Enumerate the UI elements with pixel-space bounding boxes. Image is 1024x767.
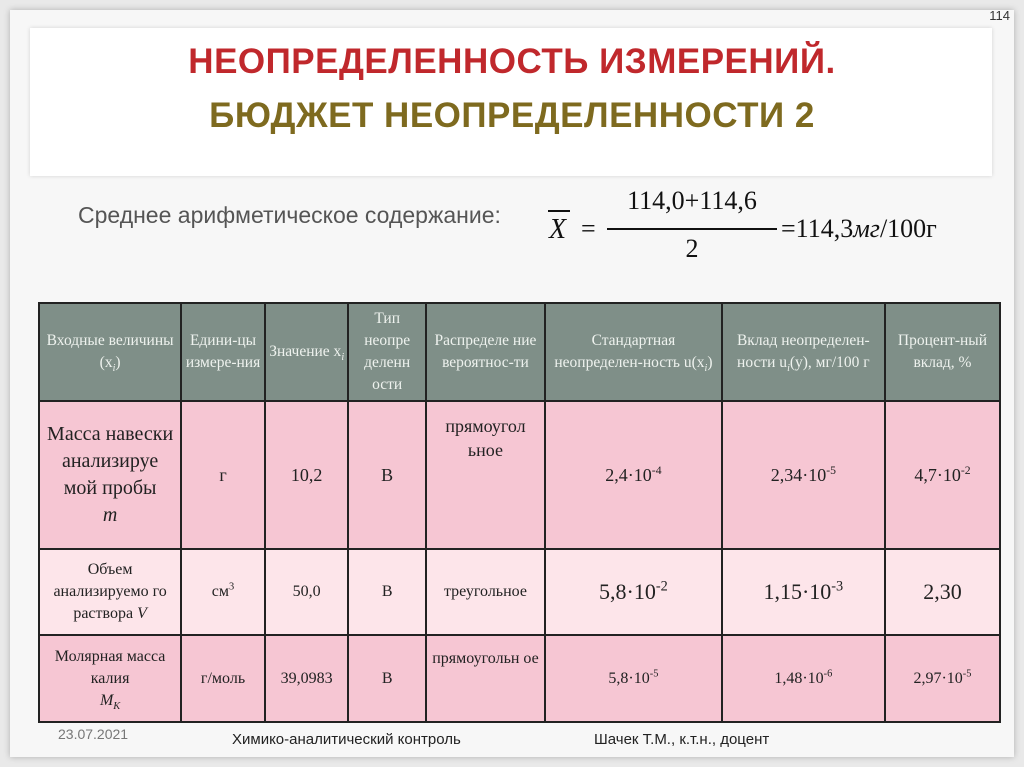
- row-percent: $2,97\cdot 10^{-5}$: [885, 635, 1000, 722]
- result-suffix: /100г: [879, 214, 937, 243]
- formula-variable: X: [549, 214, 567, 245]
- header-value: Значение $x_i$: [265, 303, 349, 401]
- mean-bar: [548, 210, 570, 212]
- fraction-line: [607, 228, 777, 230]
- header-input: Входные величины $(x_i)$: [39, 303, 181, 401]
- table-row: [39, 635, 1000, 722]
- row-type: В: [348, 635, 425, 722]
- row-value: 39,0983: [265, 635, 349, 722]
- row-std: $2,4\cdot 10^{-4}$: [545, 401, 722, 549]
- page-number: 114: [989, 8, 1010, 23]
- table-row: [39, 401, 1000, 549]
- row-value: 10,2: [265, 401, 349, 549]
- header-units: Едини-цы измере-ния: [181, 303, 265, 401]
- slide-subtitle: БЮДЖЕТ НЕОПРЕДЕЛЕННОСТИ 2: [209, 96, 815, 135]
- row-units: г: [181, 401, 265, 549]
- row-units: г/моль: [181, 635, 265, 722]
- result-value: =114,3: [781, 214, 854, 243]
- uncertainty-budget-table: [38, 302, 1001, 723]
- header-std-uncertainty: Стандартная неопределен-ность $u(x_i)$: [545, 303, 722, 401]
- formula-denominator: 2: [685, 234, 699, 263]
- formula-numerator: 114,0+114,6: [627, 186, 757, 215]
- row-type: В: [348, 401, 425, 549]
- formula-equals: =: [581, 214, 596, 243]
- row-percent: 2,30: [885, 549, 1000, 635]
- table-row: [39, 549, 1000, 635]
- result-unit: мг: [853, 214, 880, 243]
- row-std: $5,8\cdot 10^{-5}$: [545, 635, 722, 722]
- formula-label: Среднее арифметическое содержание:: [78, 202, 501, 228]
- footer-date: 23.07.2021: [58, 726, 129, 742]
- formula-result: [781, 214, 937, 244]
- row-type: В: [348, 549, 425, 635]
- row-contribution: $1,15\cdot 10^{-3}$: [722, 549, 885, 635]
- row-contribution: $1,48\cdot 10^{-6}$: [722, 635, 885, 722]
- row-distribution: треугольное: [426, 549, 545, 635]
- row-name: Масса навески анализируе мой пробы m: [39, 401, 181, 549]
- header-type: Тип неопре деленн ости: [348, 303, 425, 401]
- table-header-row: [39, 303, 1000, 401]
- slide-title: НЕОПРЕДЕЛЕННОСТЬ ИЗМЕРЕНИЙ.: [188, 42, 836, 81]
- row-units: $см^3$: [181, 549, 265, 635]
- row-contribution: $2,34\cdot 10^{-5}$: [722, 401, 885, 549]
- row-distribution: прямоугол ьное: [426, 401, 545, 549]
- footer-course: Химико-аналитический контроль: [232, 731, 461, 748]
- header-distribution: Распределе ние вероятнос-ти: [426, 303, 545, 401]
- row-std: $5,8\cdot 10^{-2}$: [545, 549, 722, 635]
- row-distribution: прямоугольн ое: [426, 635, 545, 722]
- header-contribution: Вклад неопределен-ности $u_i(y)$, мг/100 г: [722, 303, 885, 401]
- row-name: Объем анализируемо го раствора V: [39, 549, 181, 635]
- header-percent: Процент-ный вклад, %: [885, 303, 1000, 401]
- row-value: 50,0: [265, 549, 349, 635]
- footer-author: Шачек Т.М., к.т.н., доцент: [594, 731, 770, 748]
- row-percent: $4,7\cdot 10^{-2}$: [885, 401, 1000, 549]
- row-name: Молярная масса калия $M_K$: [39, 635, 181, 722]
